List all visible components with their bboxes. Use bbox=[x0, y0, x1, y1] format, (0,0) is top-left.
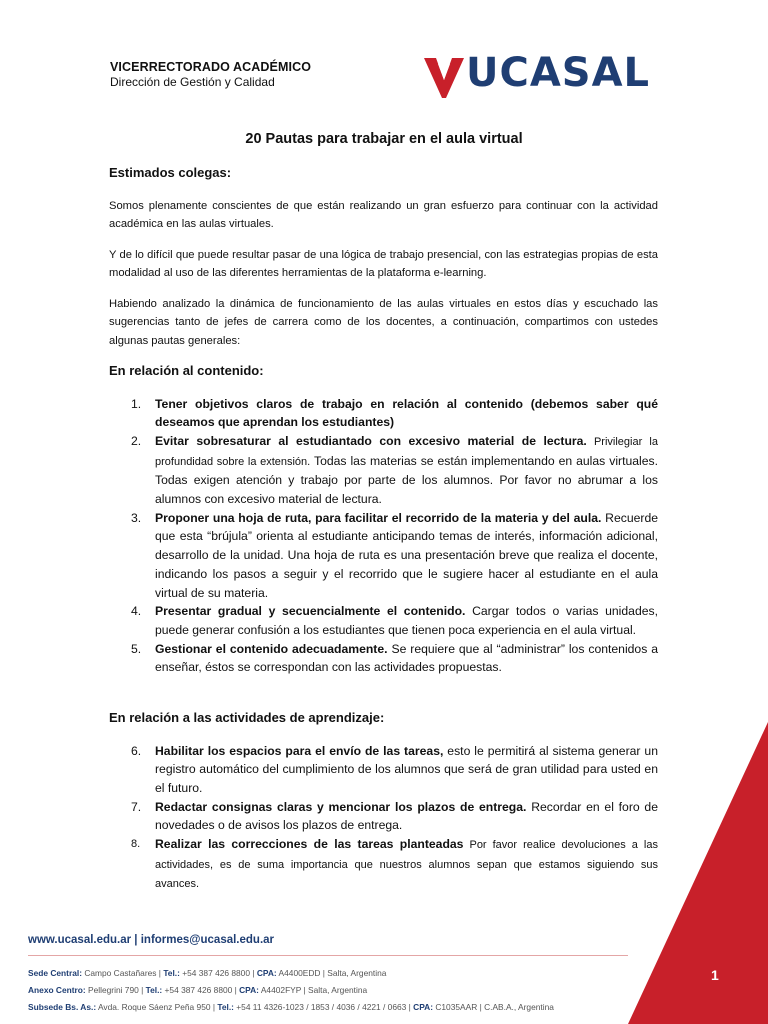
content-guidelines-list bbox=[109, 395, 658, 678]
footer-web-contact[interactable]: www.ucasal.edu.ar | informes@ucasal.edu.ar bbox=[28, 934, 275, 946]
activities-guidelines-list bbox=[109, 742, 658, 895]
intro-paragraph-2: Y de lo difícil que puede resultar pasar de una lógica de trabajo presencial, con las estrategias propias de esta modalidad al uso de las diferentes herramientas de la plataforma e-learning. bbox=[109, 248, 658, 279]
footer-address-subsede: Subsede Bs. As.: Avda. Roque Sáenz Peña 950 | Tel.: +54 11 4326-1023 / 1853 / 4036 / 4221 / 0663 | CPA: C1035AAR | C.AB.A., Argentina bbox=[28, 1002, 554, 1012]
list-item: 8. Realizar las correcciones de las tareas planteadas Por favor realice devoluciones a las actividades, es de suma importancia que nuestros alumnos sepan que estamos siguiendo sus avances. bbox=[131, 837, 658, 891]
list-item: 6. Habilitar los espacios para el envío de las tareas, esto le permitirá al sistema generar un registro automático del cumplimiento de los alumnos que será de gran utilidad para usted en el futuro. bbox=[131, 743, 658, 795]
ucasal-logo-mark-icon bbox=[424, 54, 464, 100]
intro-paragraph-1: Somos plenamente conscientes de que están realizando un gran esfuerzo para continuar con la actividad académica en las aulas virtuales. bbox=[109, 199, 658, 230]
ucasal-logo bbox=[424, 50, 660, 100]
header-department: Dirección de Gestión y Calidad bbox=[110, 75, 275, 89]
footer-divider bbox=[28, 955, 628, 956]
list-item: 1. Tener objetivos claros de trabajo en relación al contenido (debemos saber qué deseamos que aprendan los estudiantes) bbox=[131, 396, 658, 430]
greeting: Estimados colegas: bbox=[109, 165, 232, 180]
document-body bbox=[109, 164, 658, 894]
list-item: 5. Gestionar el contenido adecuadamente. Se requiere que al “administrar” los contenidos a enseñar, éstos se correspondan con las actividades propuestas. bbox=[131, 641, 658, 675]
logo-wordmark: UCASAL bbox=[466, 50, 651, 96]
document-title: 20 Pautas para trabajar en el aula virtual bbox=[245, 131, 523, 147]
list-item: 4. Presentar gradual y secuencialmente el contenido. Cargar todos o varias unidades, puede generar confusión a los estudiantes que tienen poca experiencia en el aula virtual. bbox=[131, 604, 658, 637]
list-item: 7. Redactar consignas claras y mencionar los plazos de entrega. Recordar en el foro de novedades o de avisos los plazos de entrega. bbox=[131, 799, 658, 833]
page-number: 1 bbox=[711, 967, 719, 983]
list-item: 3. Proponer una hoja de ruta, para facilitar el recorrido de la materia y del aula. Recuerde que esta “brújula” orienta al estudiante anticipando temas de interés, información adicional, desarrollo de la unidad. Una hoja de ruta es una presentación breve que realiza el docente, indicando los pasos a seguir y el recorrido que le sugiere hacer al estudiante en el aula virtual de su materia. bbox=[131, 510, 658, 600]
header-institution bbox=[110, 60, 311, 89]
footer-address-sede: Sede Central: Campo Castañares | Tel.: +54 387 426 8800 | CPA: A4400EDD | Salta, Argentina bbox=[28, 968, 387, 978]
intro-paragraph-3: Habiendo analizado la dinámica de funcionamiento de las aulas virtuales en estos días y escuchado las sugerencias tanto de jefes de carrera como de los docentes, a continuación, compartimos con ustedes algunas pautas generales: bbox=[109, 297, 658, 347]
footer-address-anexo: Anexo Centro: Pellegrini 790 | Tel.: +54 387 426 8800 | CPA: A4402FYP | Salta, Argentina bbox=[28, 985, 368, 995]
section-heading-activities: En relación a las actividades de aprendizaje: bbox=[109, 710, 385, 726]
list-item: 2. Evitar sobresaturar al estudiantado con excesivo material de lectura. Privilegiar la profundidad sobre la extensión. Todas las materias se están implementando en aulas virtuales. Todas exigen atención y trabajo por parte de los alumnos. Por favor no abrumar a los alumnos con excesivo material de lectura. bbox=[131, 433, 658, 507]
header-office: VICERRECTORADO ACADÉMICO bbox=[110, 60, 312, 74]
section-heading-content: En relación al contenido: bbox=[109, 363, 264, 378]
